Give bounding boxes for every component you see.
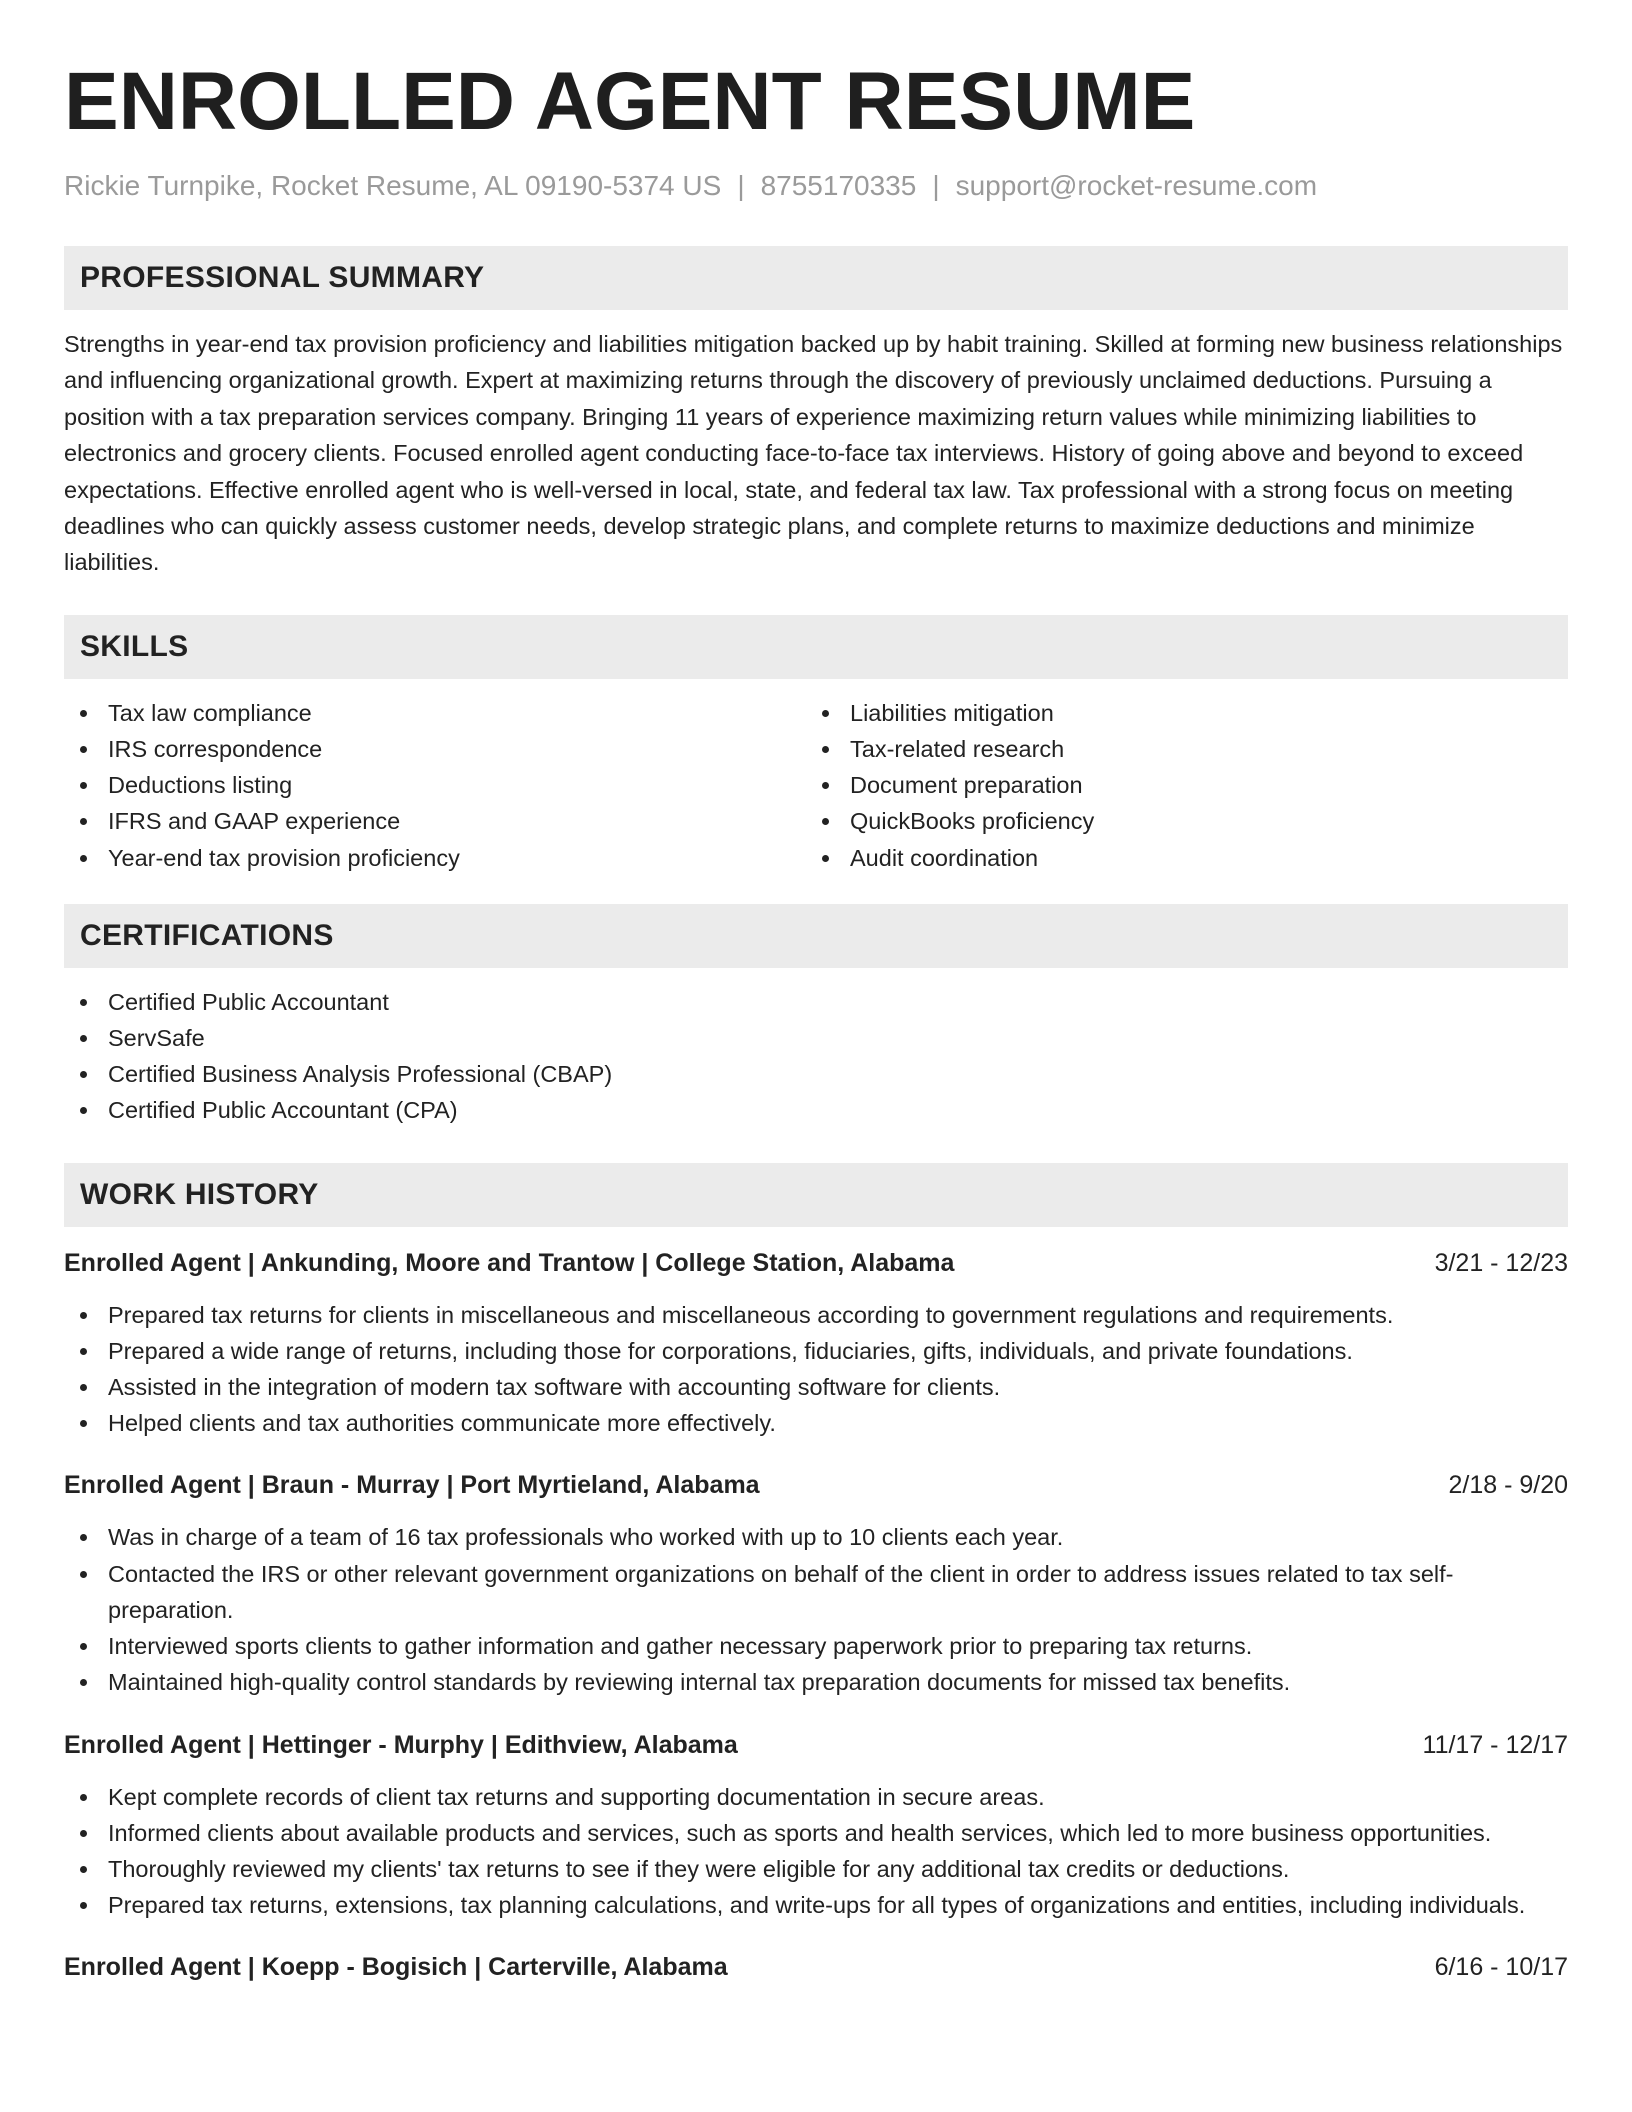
work-history-section-header — [64, 1163, 1568, 1227]
contact-separator: | — [932, 170, 940, 201]
job-bullet: Kept complete records of client tax returns and supporting documentation in secure areas. — [64, 1779, 1568, 1815]
job-dates: 11/17 - 12/17 — [1422, 1730, 1568, 1759]
skills-heading: SKILLS — [80, 629, 189, 663]
certifications-list — [64, 984, 1568, 1129]
job-dates: 2/18 - 9/20 — [1448, 1471, 1568, 1500]
contact-line — [64, 168, 1568, 204]
skill-item: Tax law compliance — [64, 695, 806, 731]
job-bullets — [64, 1779, 1568, 1924]
job-bullet: Informed clients about available products and services, such as sports and health services, which led to more business opportunities. — [64, 1815, 1568, 1851]
skill-item: Year-end tax provision proficiency — [64, 840, 806, 876]
certification-item: Certified Public Accountant — [64, 984, 1568, 1020]
certification-item: ServSafe — [64, 1020, 1568, 1056]
contact-separator: | — [737, 170, 745, 201]
summary-heading: PROFESSIONAL SUMMARY — [80, 261, 485, 294]
job-dates: 6/16 - 10/17 — [1434, 1953, 1568, 1982]
skill-item: IRS correspondence — [64, 731, 806, 767]
certifications-section-header — [64, 904, 1568, 968]
job-header — [64, 1949, 1568, 1985]
certifications-heading: CERTIFICATIONS — [80, 918, 334, 952]
job-dates: 3/21 - 12/23 — [1434, 1248, 1568, 1277]
resume-title: ENROLLED AGENT RESUME — [64, 56, 1196, 147]
job-title: Enrolled Agent | Ankunding, Moore and Trantow | College Station, Alabama — [64, 1248, 955, 1277]
certification-item: Certified Business Analysis Professional (CBAP) — [64, 1056, 1568, 1092]
skill-item: Tax-related research — [806, 731, 1548, 767]
job-bullet: Contacted the IRS or other relevant government organizations on behalf of the client in order to address issues related to tax self-preparation. — [64, 1556, 1568, 1628]
job-bullet: Thoroughly reviewed my clients' tax returns to see if they were eligible for any additional tax credits or deductions. — [64, 1851, 1568, 1887]
summary-section-header — [64, 246, 1568, 310]
job-title: Enrolled Agent | Koepp - Bogisich | Carterville, Alabama — [64, 1953, 728, 1982]
skills-grid — [64, 695, 1568, 876]
job-title: Enrolled Agent | Braun - Murray | Port Myrtieland, Alabama — [64, 1471, 760, 1500]
contact-address: Rickie Turnpike, Rocket Resume, AL 09190-5374 US — [64, 170, 722, 201]
work-history-heading: WORK HISTORY — [80, 1177, 319, 1211]
job-bullet: Was in charge of a team of 16 tax professionals who worked with up to 10 clients each year. — [64, 1519, 1568, 1555]
job-title: Enrolled Agent | Hettinger - Murphy | Edithview, Alabama — [64, 1730, 738, 1759]
job-bullet: Interviewed sports clients to gather information and gather necessary paperwork prior to preparing tax returns. — [64, 1628, 1568, 1664]
skill-item: Liabilities mitigation — [806, 695, 1548, 731]
job-bullet: Prepared tax returns for clients in miscellaneous and miscellaneous according to government regulations and requirements. — [64, 1297, 1568, 1333]
job-bullet: Assisted in the integration of modern tax software with accounting software for clients. — [64, 1369, 1568, 1405]
contact-phone: 8755170335 — [760, 170, 917, 201]
job-bullet: Prepared a wide range of returns, including those for corporations, fiduciaries, gifts, individuals, and private foundations. — [64, 1333, 1568, 1369]
job-header — [64, 1245, 1568, 1281]
job-bullets — [64, 1297, 1568, 1442]
skills-column-left — [64, 695, 806, 876]
job-bullets — [64, 1519, 1568, 1700]
job-entry — [64, 1949, 1568, 1985]
job-entry — [64, 1467, 1568, 1700]
skills-section-header — [64, 615, 1568, 679]
job-bullet: Helped clients and tax authorities communicate more effectively. — [64, 1405, 1568, 1441]
contact-email: support@rocket-resume.com — [955, 170, 1318, 201]
skill-item: Audit coordination — [806, 840, 1548, 876]
skills-column-right — [806, 695, 1548, 876]
job-entry — [64, 1727, 1568, 1924]
skill-item: Deductions listing — [64, 767, 806, 803]
job-header — [64, 1467, 1568, 1503]
job-header — [64, 1727, 1568, 1763]
resume-page — [64, 52, 1568, 1985]
certification-item: Certified Public Accountant (CPA) — [64, 1092, 1568, 1128]
job-entry — [64, 1245, 1568, 1442]
skill-item: Document preparation — [806, 767, 1548, 803]
skill-item: QuickBooks proficiency — [806, 803, 1548, 839]
summary-text: Strengths in year-end tax provision proficiency and liabilities mitigation backed up by habit training. Skilled at forming new business relationships and influencing organizational growth. Expert at maximizing returns through the discovery of previously unclaimed deductions. Pursuing a position with a tax preparation services company. Bringing 11 years of experience maximizing return values while minimizing liabilities to electronics and grocery clients. Focused enrolled agent conducting face-to-face tax interviews. History of going above and beyond to exceed expectations. Effective enrolled agent who is well-versed in local, state, and federal tax law. Tax professional with a strong focus on meeting deadlines who can quickly assess customer needs, develop strategic plans, and complete returns to maximize deductions and minimize liabilities. — [64, 331, 1563, 576]
job-bullet: Maintained high-quality control standards by reviewing internal tax preparation documents for missed tax benefits. — [64, 1664, 1568, 1700]
job-bullet: Prepared tax returns, extensions, tax planning calculations, and write-ups for all types of organizations and entities, including individuals. — [64, 1887, 1568, 1923]
skill-item: IFRS and GAAP experience — [64, 803, 806, 839]
